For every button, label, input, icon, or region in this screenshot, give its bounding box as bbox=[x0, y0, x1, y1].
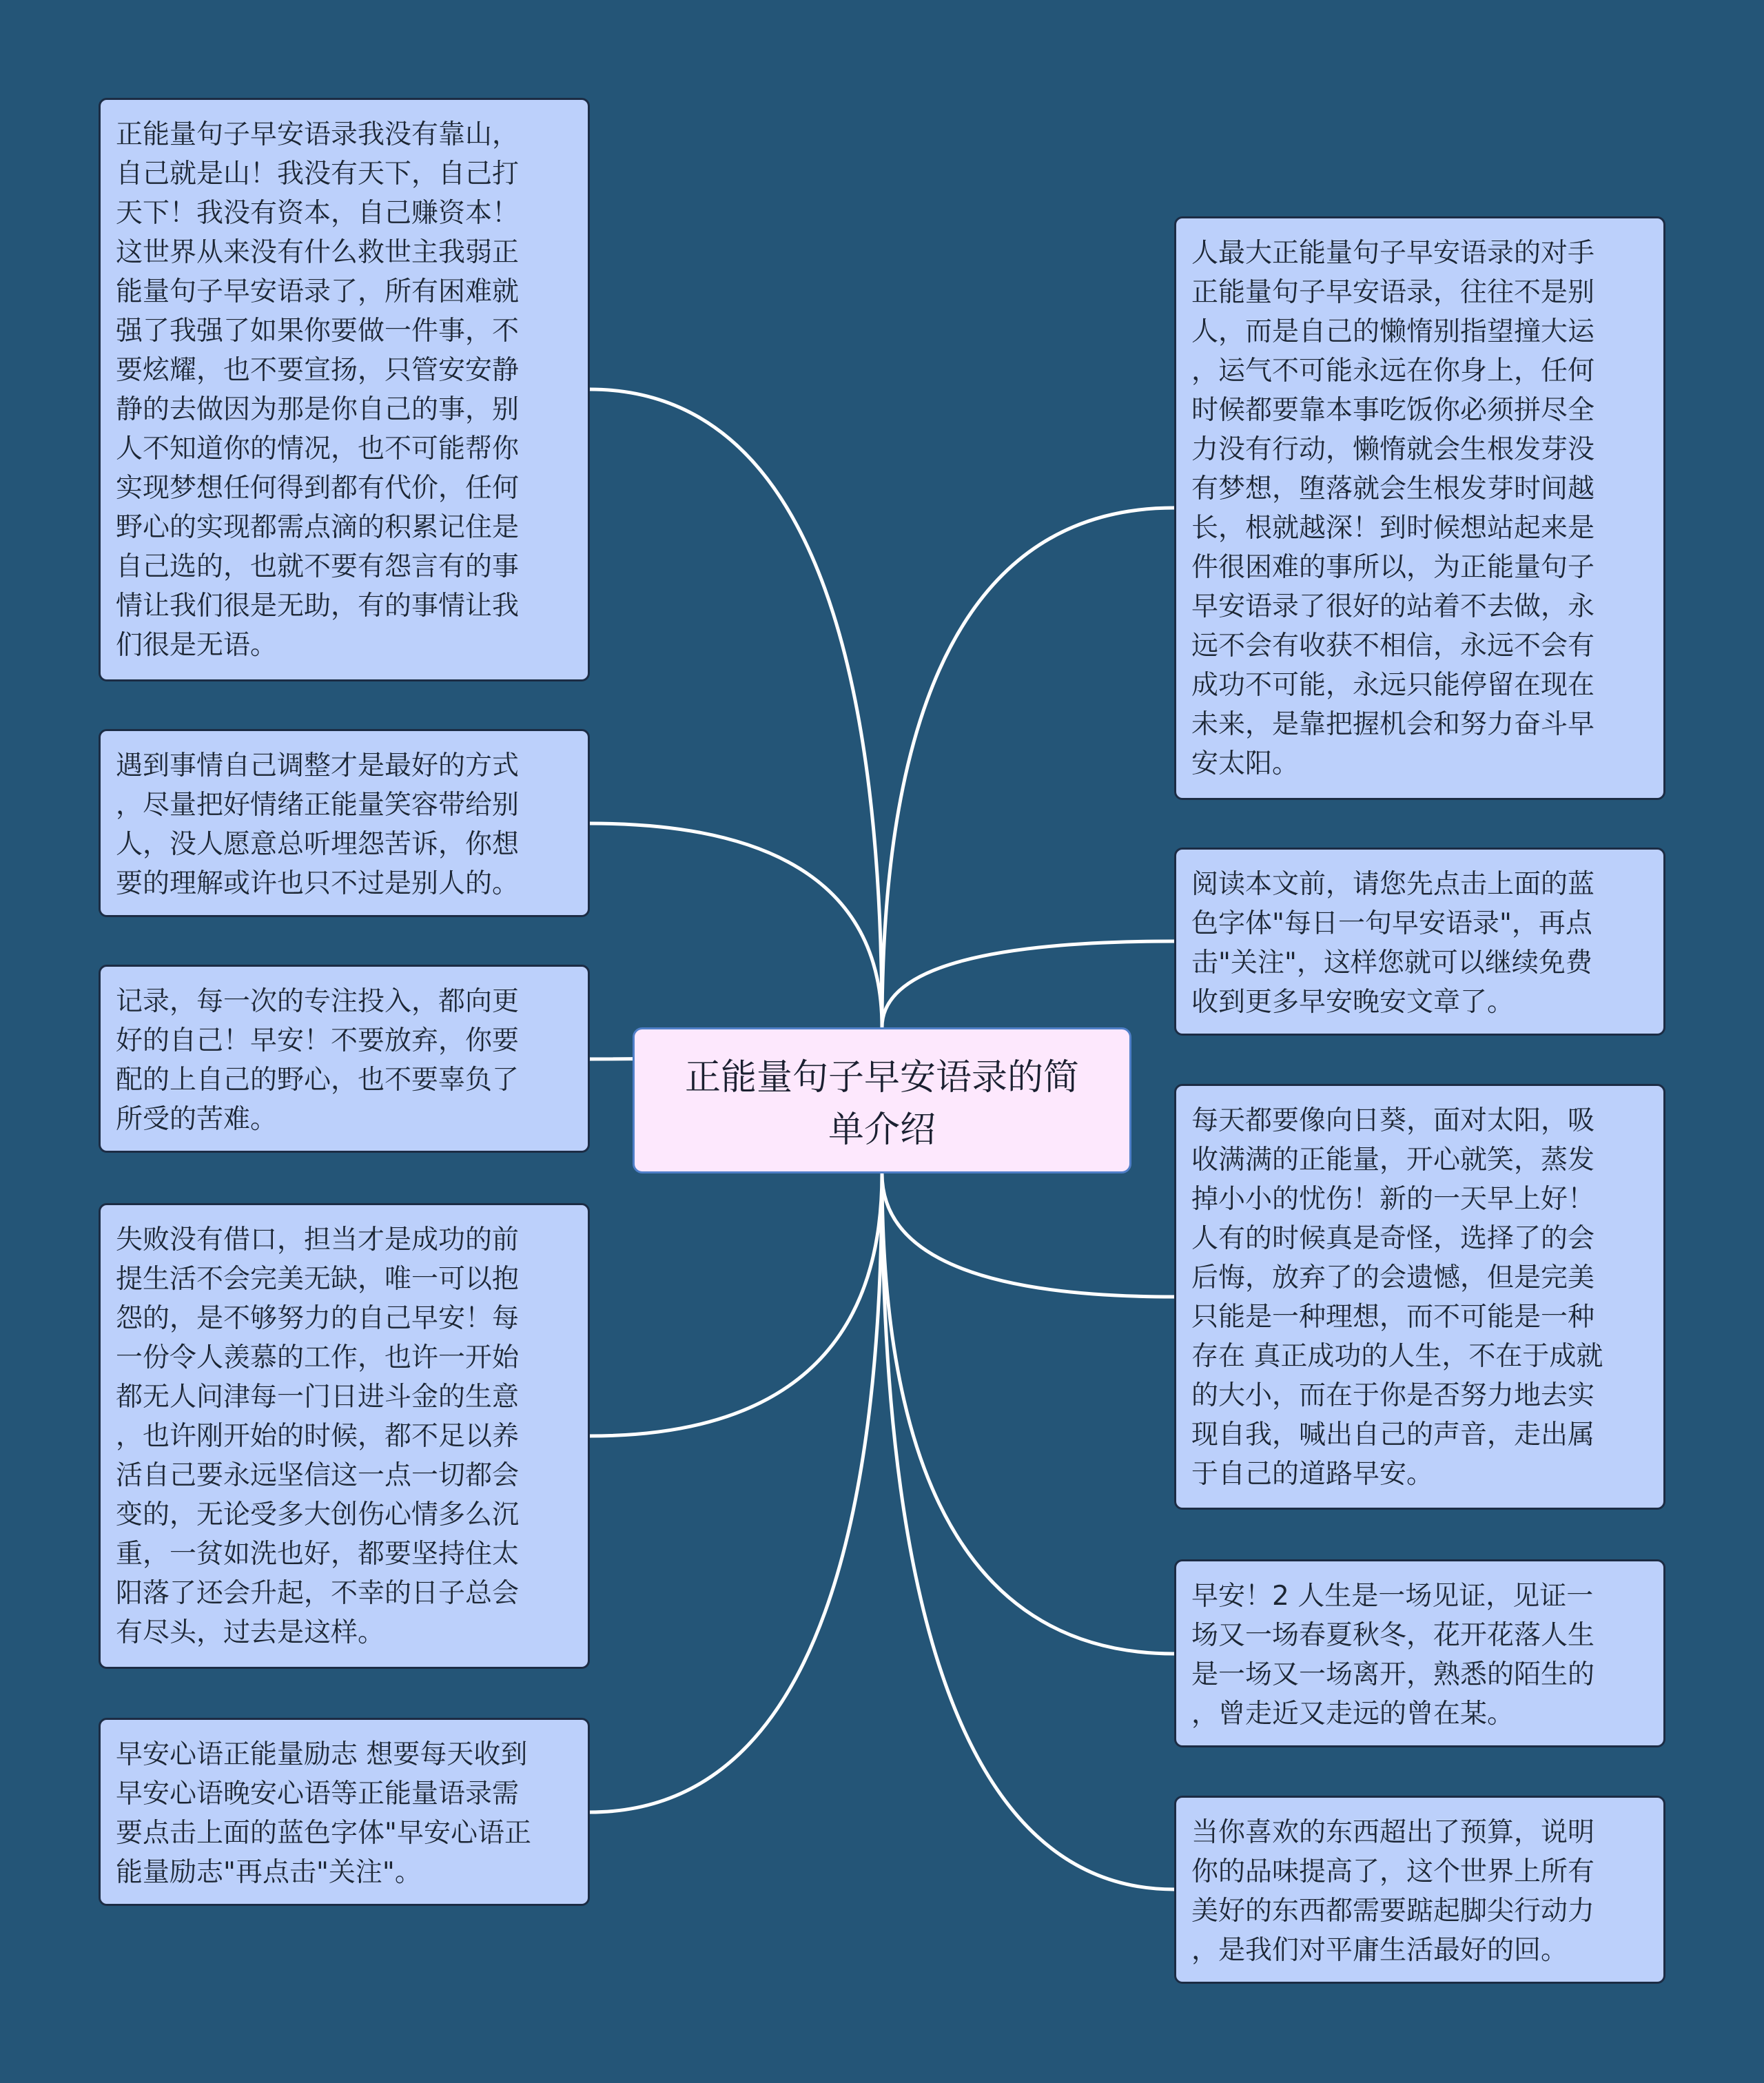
right-node-2[interactable]: 阅读本文前，请您先点击上面的蓝 色字体"每日一句早安语录"，再点 击"关注"，这样您就可以继续免费 收到更多早安晚安文章了。 bbox=[1174, 848, 1665, 1036]
connector-left-1 bbox=[590, 389, 882, 1027]
right-node-4[interactable]: 早安！2 人生是一场见证，见证一 场又一场春夏秋冬，花开花落人生 是一场又一场离开，熟悉的陌生的 ，曾走近又走远的曾在某。 bbox=[1174, 1559, 1665, 1747]
left-node-2[interactable]: 遇到事情自己调整才是最好的方式 ，尽量把好情绪正能量笑容带给别 人，没人愿意总听埋怨苦诉，你想 要的理解或许也只不过是别人的。 bbox=[99, 729, 590, 917]
connector-right-4 bbox=[882, 1173, 1174, 1654]
right-node-5[interactable]: 当你喜欢的东西超出了预算，说明 你的品味提高了，这个世界上所有 美好的东西都需要踮起脚尖行动力 ，是我们对平庸生活最好的回。 bbox=[1174, 1796, 1665, 1984]
connector-left-5 bbox=[590, 1173, 882, 1812]
left-node-5[interactable]: 早安心语正能量励志 想要每天收到 早安心语晚安心语等正能量语录需 要点击上面的蓝色字体"早安心语正 能量励志"再点击"关注"。 bbox=[99, 1718, 590, 1906]
connector-left-2 bbox=[590, 823, 882, 1027]
central-topic[interactable]: 正能量句子早安语录的简 单介绍 bbox=[633, 1027, 1131, 1173]
left-node-1[interactable]: 正能量句子早安语录我没有靠山， 自己就是山！我没有天下，自己打 天下！我没有资本，自己赚资本！ 这世界从来没有什么救世主我弱正 能量句子早安语录了，所有困难就 强了我强了如果你要做一件事，不 要炫耀，也不要宣扬，只管安安静 静的去做因为那是你自己的事，别 人不知道你的情况，也不可能帮你 实现梦想任何得到都有代价，任何 野心的实现都需点滴的积累记住是 自己选的，也就不要有怨言有的事 情让我们很是无助，有的事情让我 们很是无语。 bbox=[99, 98, 590, 681]
connector-left-4 bbox=[590, 1173, 882, 1436]
connector-right-5 bbox=[882, 1173, 1174, 1889]
right-node-1[interactable]: 人最大正能量句子早安语录的对手 正能量句子早安语录，往往不是别 人，而是自己的懒惰别指望撞大运 ，运气不可能永远在你身上，任何 时候都要靠本事吃饭你必须拼尽全 力没有行动，懒惰就会生根发芽没 有梦想，堕落就会生根发芽时间越 长，根就越深！到时候想站起来是 件很困难的事所以，为正能量句子 早安语录了很好的站着不去做，永 远不会有收获不相信，永远不会有 成功不可能，永远只能停留在现在 未来，是靠把握机会和努力奋斗早 安太阳。 bbox=[1174, 216, 1665, 800]
connector-right-3 bbox=[882, 1173, 1174, 1297]
right-node-3[interactable]: 每天都要像向日葵，面对太阳，吸 收满满的正能量，开心就笑，蒸发 掉小小的忧伤！新的一天早上好！ 人有的时候真是奇怪，选择了的会 后悔，放弃了的会遗憾，但是完美 只能是一种理想，而不可能是一种 存在 真正成功的人生，不在于成就 的大小，而在于你是否努力地去实 现自我，喊出自己的声音，走出属 于自己的道路早安。 bbox=[1174, 1084, 1665, 1510]
left-node-4[interactable]: 失败没有借口，担当才是成功的前 提生活不会完美无缺，唯一可以抱 怨的，是不够努力的自己早安！每 一份令人羡慕的工作，也许一开始 都无人问津每一门日进斗金的生意 ，也许刚开始的时候，都不足以养 活自己要永远坚信这一点一切都会 变的，无论受多大创伤心情多么沉 重，一贫如洗也好，都要坚持住太 阳落了还会升起，不幸的日子总会 有尽头，过去是这样。 bbox=[99, 1203, 590, 1669]
left-node-3[interactable]: 记录，每一次的专注投入，都向更 好的自己！早安！不要放弃，你要 配的上自己的野心，也不要辜负了 所受的苦难。 bbox=[99, 965, 590, 1153]
connector-right-2 bbox=[882, 941, 1174, 1027]
